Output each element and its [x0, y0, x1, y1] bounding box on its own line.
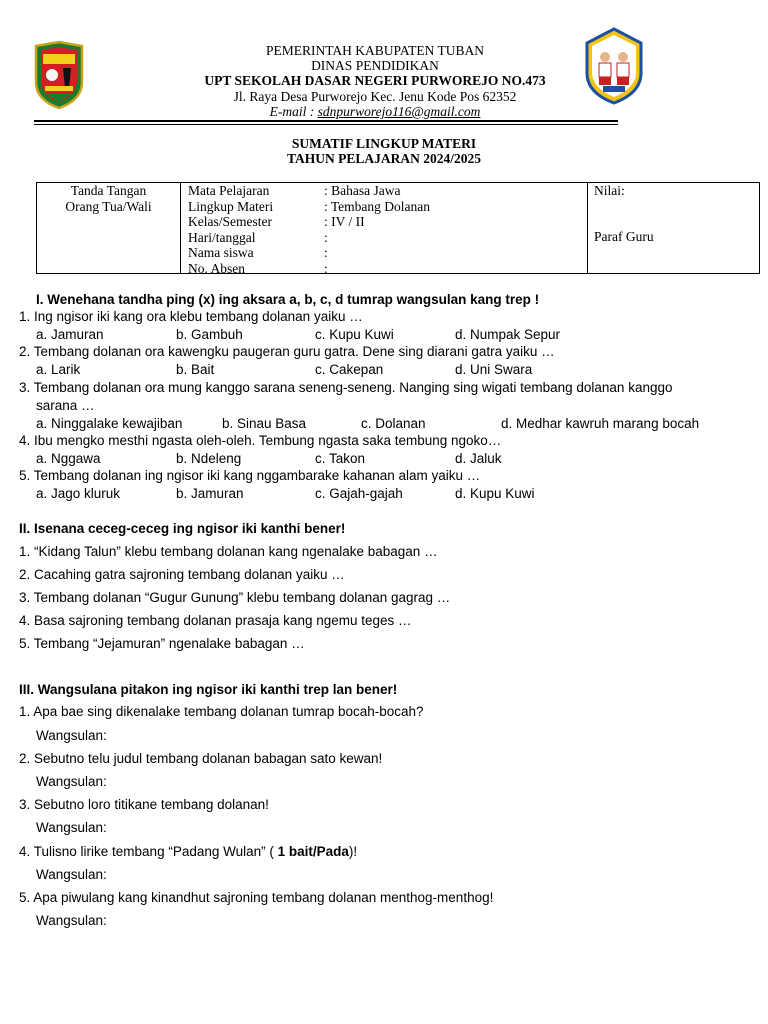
fill-item-1: 1. “Kidang Talun” klebu tembang dolanan kang ngenalake babagan …	[19, 544, 438, 559]
grade-label: Nilai:	[594, 183, 625, 198]
info-row	[188, 199, 430, 215]
info-label: Nama siswa	[188, 245, 254, 260]
signature-label-2: Orang Tua/Wali	[65, 198, 152, 214]
essay-question-1: 1. Apa bae sing dikenalake tembang dolanan tumrap bocah-bocah?	[19, 704, 424, 719]
header-department: DINAS PENDIDIKAN	[311, 58, 439, 73]
option-a: a. Larik	[36, 362, 81, 377]
header-divider-thin	[34, 124, 618, 125]
header-address: Jl. Raya Desa Purworejo Kec. Jenu Kode Pos 62352	[233, 89, 517, 104]
answer-label: Wangsulan:	[36, 774, 107, 789]
answer-label: Wangsulan:	[36, 728, 107, 743]
info-label: Hari/tanggal	[188, 229, 256, 245]
tuban-emblem-logo	[33, 40, 85, 110]
option-c: c. Dolanan	[361, 416, 426, 431]
question-2: 2. Tembang dolanan ora kawengku paugeran guru gatra. Dene sing diarani gatra yaiku …	[19, 344, 555, 359]
essay-question-4-bold: 1 bait/Pada	[277, 844, 349, 859]
grade-cell	[588, 183, 761, 273]
essay-question-4	[19, 844, 357, 860]
option-d: d. Jaluk	[455, 451, 502, 466]
signature-label-1: Tanda Tangan	[70, 183, 147, 198]
info-value: : Tembang Dolanan	[324, 198, 431, 214]
exam-title: SUMATIF LINGKUP MATERI	[291, 136, 477, 151]
answer-label: Wangsulan:	[36, 913, 107, 928]
section-3-heading: III. Wangsulana pitakon ing ngisor iki kanthi trep lan bener!	[19, 682, 398, 697]
answer-label: Wangsulan:	[36, 867, 107, 882]
fill-item-5: 5. Tembang “Jejamuran” ngenalake babagan …	[19, 636, 305, 651]
info-value: : Bahasa Jawa	[324, 183, 401, 198]
option-c: c. Cakepan	[315, 362, 384, 377]
option-b: b. Ndeleng	[176, 451, 242, 466]
option-c: c. Takon	[315, 451, 366, 466]
option-c: c. Gajah-gajah	[315, 486, 403, 501]
info-label: Kelas/Semester	[188, 214, 272, 229]
parent-signature-cell	[37, 183, 181, 273]
info-label: Lingkup Materi	[188, 198, 274, 214]
option-a: a. Jago kluruk	[36, 486, 121, 501]
option-b: b. Jamuran	[176, 486, 244, 501]
header-divider-thick	[34, 120, 618, 122]
info-value: :	[324, 245, 328, 260]
header-school-name: UPT SEKOLAH DASAR NEGERI PURWOREJO NO.473	[204, 73, 546, 88]
email-link[interactable]: sdnpurworejo116@gmail.com	[317, 104, 481, 119]
fill-item-4: 4. Basa sajroning tembang dolanan prasaja kang ngemu teges …	[19, 613, 412, 628]
student-info-table	[36, 182, 760, 274]
header-government: PEMERINTAH KABUPATEN TUBAN	[266, 43, 484, 58]
question-1: 1. Ing ngisor iki kang ora klebu tembang dolanan yaiku …	[19, 309, 363, 324]
info-row	[188, 261, 328, 277]
option-b: b. Sinau Basa	[222, 416, 307, 431]
info-row	[188, 245, 328, 261]
academic-year: TAHUN PELAJARAN 2024/2025	[286, 151, 481, 166]
option-d: d. Numpak Sepur	[455, 327, 561, 342]
question-3-continued: sarana …	[36, 398, 95, 413]
section-2-heading: II. Isenana ceceg-ceceg ing ngisor iki kanthi bener!	[19, 521, 346, 536]
info-row	[188, 183, 400, 199]
essay-question-2: 2. Sebutno telu judul tembang dolanan babagan sato kewan!	[19, 751, 383, 766]
info-label: No. Absen	[188, 260, 245, 276]
email-label: E-mail :	[269, 104, 318, 119]
question-3: 3. Tembang dolanan ora mung kanggo sarana seneng-seneng. Nanging sing wigati tembang dolanan kanggo	[19, 380, 673, 395]
option-a: a. Ninggalake kewajiban	[36, 416, 183, 431]
fill-item-2: 2. Cacahing gatra sajroning tembang dolanan yaiku …	[19, 567, 345, 582]
info-value: :	[324, 229, 328, 245]
option-a: a. Jamuran	[36, 327, 104, 342]
essay-question-5: 5. Apa piwulang kang kinandhut sajroning tembang dolanan menthog-menthog!	[19, 890, 494, 905]
answer-label: Wangsulan:	[36, 820, 107, 835]
question-4: 4. Ibu mengko mesthi ngasta oleh-oleh. Tembung ngasta saka tembung ngoko…	[19, 433, 502, 448]
teacher-initial-label: Paraf Guru	[594, 229, 654, 244]
info-row	[188, 214, 365, 230]
option-d: d. Uni Swara	[455, 362, 533, 377]
section-1-heading: I. Wenehana tandha ping (x) ing aksara a, b, c, d tumrap wangsulan kang trep !	[36, 292, 540, 307]
info-row	[188, 230, 328, 246]
option-b: b. Gambuh	[176, 327, 243, 342]
option-c: c. Kupu Kuwi	[315, 327, 394, 342]
essay-question-3: 3. Sebutno loro titikane tembang dolanan!	[19, 797, 269, 812]
question-5: 5. Tembang dolanan ing ngisor iki kang nggambarake kahanan alam yaiku …	[19, 468, 481, 483]
option-b: b. Bait	[176, 362, 215, 377]
option-d: d. Medhar kawruh marang bocah	[501, 416, 700, 431]
fill-item-3: 3. Tembang dolanan “Gugur Gunung” klebu tembang dolanan gagrag …	[19, 590, 451, 605]
info-label: Mata Pelajaran	[188, 183, 270, 198]
info-fields-cell	[181, 183, 588, 276]
option-a: a. Nggawa	[36, 451, 101, 466]
info-value: :	[324, 260, 328, 276]
essay-question-4-text: 4. Tulisno lirike tembang “Padang Wulan” (	[19, 844, 278, 859]
option-d: d. Kupu Kuwi	[455, 486, 535, 501]
header-email-line	[150, 104, 600, 119]
essay-question-4-end: )!	[348, 844, 358, 859]
info-value: : IV / II	[324, 214, 365, 229]
